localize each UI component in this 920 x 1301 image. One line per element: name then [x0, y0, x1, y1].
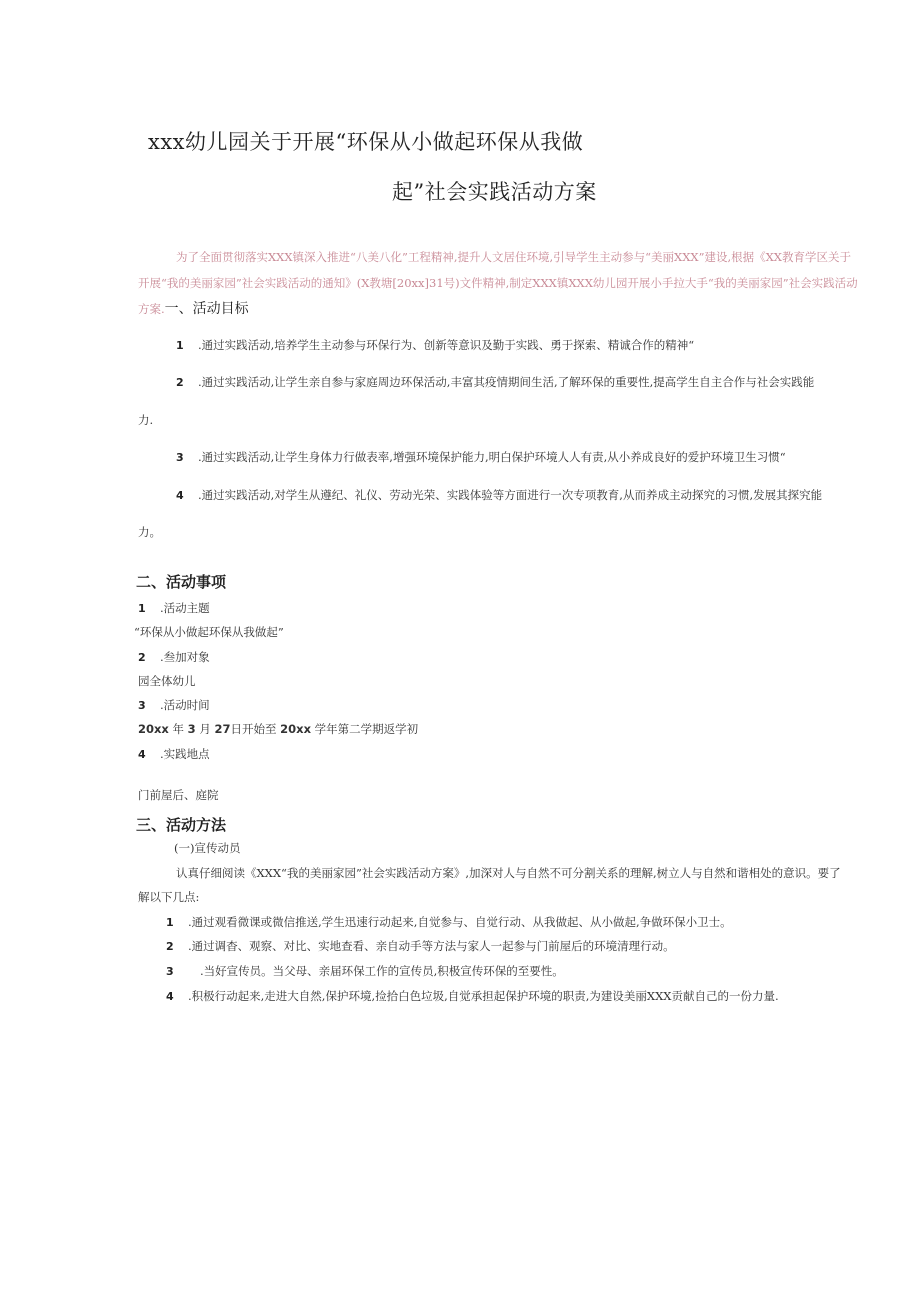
- goal-num: 4: [176, 489, 184, 502]
- value-part: 20xx: [138, 722, 169, 736]
- point-text: .通过调杳、观察、对比、实地查看、亲自动手等方法与家人一起参与门前屋后的环境清理行动。: [188, 939, 675, 953]
- goal-text: .通过实践活动,对学生从遵纪、礼仪、劳动光荣、实践体验等方面进行一次专项教育,从而养成主动探究的习惯,发展其探究能: [198, 488, 823, 502]
- event-item-1-value: “环保从小做起环保从我做起”: [134, 625, 284, 639]
- goal-num: 1: [176, 339, 184, 352]
- event-num: 3: [138, 699, 146, 712]
- point-text: .当好宣传员。当父母、亲届环保工作的宣传员,积极宣传环保的至要性。: [200, 964, 564, 978]
- event-item-2-value: 园全体幼儿: [138, 674, 196, 688]
- section3-subheading: (一)宣传动员: [174, 841, 241, 855]
- event-label: .实践地点: [160, 747, 210, 761]
- method-point-1: [166, 914, 732, 930]
- goal-item-1: [176, 337, 694, 353]
- intro-text: 为了全面贯彻落实XXX镇深入推进“八美八化”工程精神,提升人文居住环境,引导学生主动参与“美丽XXX”建设,根据《XX教育学区关于开展“我的美丽家园”社会实践活动的通知》(X教塘[20xx]31号)文件精神,制定XXX镇XXX幼儿园开展小手拉大手“我的美丽家园”社会实践活动方案.: [138, 250, 858, 316]
- event-num: 1: [138, 602, 146, 615]
- goal-text: .通过实践活动,培养学生主动参与环保行为、创新等意识及勤于实践、勇于探索、精诚合作的精神“: [198, 338, 695, 352]
- method-point-2: [166, 938, 675, 954]
- event-item-4-value: 门前屋后、庭院: [138, 788, 219, 802]
- event-item-1-label: [138, 600, 210, 616]
- section1-heading: 一、活动目标: [164, 301, 249, 317]
- doc-title-line1: xxx幼儿园关于开展“环保从小做起环保从我做: [148, 130, 584, 154]
- event-num: 2: [138, 651, 146, 664]
- value-part: 3: [187, 722, 196, 736]
- event-label: .活动时间: [160, 698, 210, 712]
- event-label: .叁加对象: [160, 650, 210, 664]
- goal-text: .通过实践活动,让学生亲自参与家庭周边环保活动,丰富其疫情期间生活,了解环保的重要性,提高学生自主合作与社会实践能: [198, 375, 815, 389]
- point-text: .积极行动起来,走进大自然,保护环境,捡拾白色垃圾,自觉承担起保护环境的职责,为建设美丽XXX贡献自己的一份力量.: [188, 989, 779, 1003]
- intro-paragraph: [138, 244, 862, 322]
- event-item-2-label: [138, 649, 210, 665]
- section2-heading: 二、活动事项: [136, 573, 227, 591]
- value-part: 20xx: [280, 722, 311, 736]
- value-part: 月: [199, 722, 211, 736]
- goal-item-2: [176, 374, 814, 390]
- method-point-4: [166, 988, 779, 1004]
- goal-item-4-cont: 力。: [138, 525, 161, 539]
- event-label: .活动主题: [160, 601, 210, 615]
- goal-num: 2: [176, 376, 184, 389]
- section3-para-line2: 解以下几点:: [138, 890, 200, 904]
- event-item-4-label: [138, 746, 210, 762]
- value-part: 27: [214, 722, 231, 736]
- point-num: 3: [166, 965, 174, 978]
- goal-item-3: [176, 449, 786, 465]
- doc-title-line2: 起”社会实践活动方案: [392, 180, 597, 204]
- event-item-3-label: [138, 697, 210, 713]
- event-item-3-value: [138, 721, 418, 737]
- method-point-3: [166, 963, 564, 979]
- point-num: 2: [166, 940, 174, 953]
- value-part: 学年第二学期返学初: [314, 722, 419, 736]
- goal-num: 3: [176, 451, 184, 464]
- point-num: 4: [166, 990, 174, 1003]
- goal-item-4: [176, 487, 822, 503]
- goal-text: .通过实践活动,让学生身体力行做表率,增强环境保护能力,明白保护环境人人有责,从小养成良好的爱护环境卫生习惯“: [198, 450, 786, 464]
- section3-para-line1: 认真仔细阅读《XXX“我的美丽家园”社会实践活动方案》,加深对人与自然不可分割关系的理解,树立人与自然和谐相处的意识。要了: [176, 866, 841, 880]
- point-num: 1: [166, 916, 174, 929]
- value-part: 日开始至: [230, 722, 277, 736]
- goal-item-2-cont: 力.: [138, 413, 154, 427]
- value-part: 年: [172, 722, 184, 736]
- event-num: 4: [138, 748, 146, 761]
- point-text: .通过观看微课或微信推送,学生迅速行动起来,自觉参与、自觉行动、从我做起、从小做起,争做环保小卫士。: [188, 915, 732, 929]
- section3-heading: 三、活动方法: [136, 816, 227, 834]
